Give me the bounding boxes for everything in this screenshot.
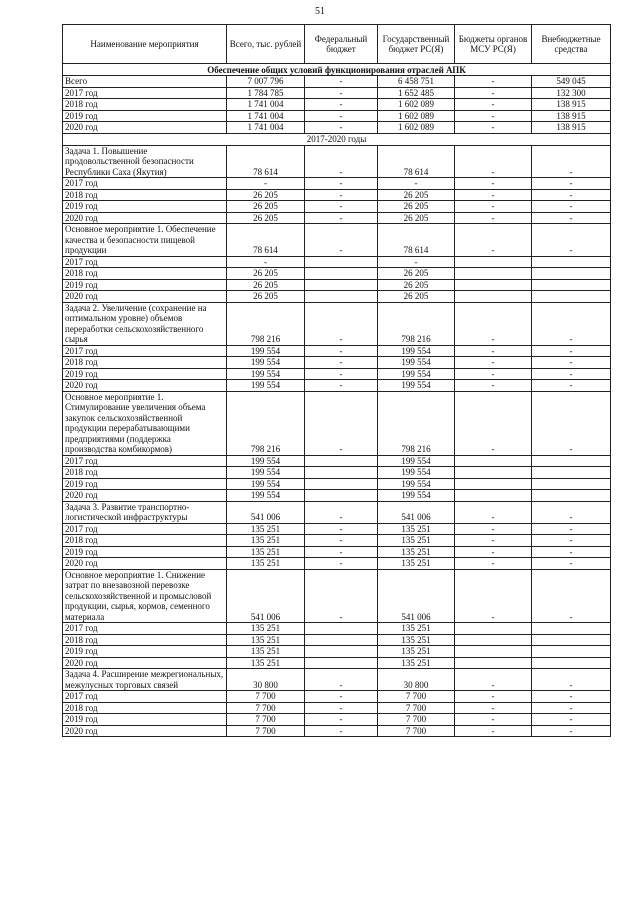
total-cell: - [227,178,305,190]
year-row [63,646,611,658]
federal-cell: - [305,501,378,523]
name-cell: 2019 год [63,714,227,726]
total-cell: 26 205 [227,279,305,291]
extrabudget-cell [532,455,611,467]
state-cell: - [378,178,455,190]
extrabudget-cell: - [532,546,611,558]
header-total: Всего, тыс. рублей [227,25,305,64]
total-cell: 7 700 [227,714,305,726]
year-row [63,702,611,714]
municipal-cell: - [455,702,532,714]
municipal-cell: - [455,110,532,122]
municipal-cell [455,646,532,658]
year-row [63,455,611,467]
municipal-cell: - [455,345,532,357]
extrabudget-cell: - [532,302,611,345]
summary-row [63,76,611,88]
total-cell: 26 205 [227,212,305,224]
total-cell: 7 700 [227,702,305,714]
name-cell: 2018 год [63,702,227,714]
municipal-cell: - [455,558,532,570]
total-cell: 78 614 [227,224,305,257]
name-cell: 2019 год [63,546,227,558]
federal-cell: - [305,569,378,623]
year-row [63,657,611,669]
municipal-cell: - [455,368,532,380]
total-cell: 135 251 [227,535,305,547]
summary-row [63,87,611,99]
name-cell: 2018 год [63,99,227,111]
state-cell: 199 554 [378,380,455,392]
extrabudget-cell: - [532,669,611,691]
municipal-cell [455,291,532,303]
state-cell: 135 251 [378,623,455,635]
municipal-cell: - [455,391,532,455]
year-row [63,546,611,558]
name-cell: 2017 год [63,178,227,190]
state-cell: 541 006 [378,569,455,623]
name-cell: Задача 1. Повышение продовольственной безопасности Республики Саха (Якутия) [63,145,227,178]
group-heading-row [63,669,611,691]
state-cell: 199 554 [378,490,455,502]
municipal-cell: - [455,535,532,547]
municipal-cell [455,467,532,479]
group-heading-row [63,145,611,178]
state-cell: 135 251 [378,634,455,646]
municipal-cell: - [455,87,532,99]
group-heading-row [63,569,611,623]
state-cell: 541 006 [378,501,455,523]
extrabudget-cell [532,623,611,635]
total-cell: 26 205 [227,268,305,280]
federal-cell: - [305,691,378,703]
extrabudget-cell: - [532,501,611,523]
total-cell: 135 251 [227,646,305,658]
extrabudget-cell [532,657,611,669]
extrabudget-cell: - [532,345,611,357]
state-cell: 135 251 [378,546,455,558]
extrabudget-cell [532,256,611,268]
federal-cell: - [305,76,378,88]
extrabudget-cell: - [532,189,611,201]
federal-cell: - [305,725,378,737]
year-row [63,291,611,303]
municipal-cell: - [455,691,532,703]
state-cell: 7 700 [378,702,455,714]
name-cell: 2019 год [63,279,227,291]
name-cell: 2018 год [63,357,227,369]
state-cell: - [378,256,455,268]
state-cell: 6 458 751 [378,76,455,88]
federal-cell [305,291,378,303]
total-cell: 199 554 [227,467,305,479]
year-row [63,357,611,369]
year-row [63,634,611,646]
state-cell: 199 554 [378,357,455,369]
group-heading-row [63,391,611,455]
section-title-row [63,64,611,76]
total-cell: 798 216 [227,391,305,455]
federal-cell: - [305,535,378,547]
header-name: Наименование мероприятия [63,25,227,64]
extrabudget-cell [532,268,611,280]
header-federal: Федеральный бюджет [305,25,378,64]
federal-cell: - [305,178,378,190]
header-extrabudget: Внебюджетные средства [532,25,611,64]
page-number: 51 [315,6,325,17]
total-cell: 26 205 [227,201,305,213]
municipal-cell: - [455,546,532,558]
state-cell: 7 700 [378,714,455,726]
municipal-cell [455,256,532,268]
municipal-cell: - [455,569,532,623]
federal-cell: - [305,669,378,691]
name-cell: 2019 год [63,201,227,213]
state-cell: 26 205 [378,268,455,280]
extrabudget-cell: - [532,535,611,547]
municipal-cell [455,478,532,490]
year-row [63,535,611,547]
extrabudget-cell: - [532,178,611,190]
total-cell: 199 554 [227,490,305,502]
extrabudget-cell: 138 915 [532,110,611,122]
municipal-cell [455,279,532,291]
year-row [63,256,611,268]
total-cell: 541 006 [227,501,305,523]
name-cell: 2020 год [63,725,227,737]
municipal-cell: - [455,725,532,737]
table-header [63,25,611,64]
group-heading-row [63,302,611,345]
state-cell: 135 251 [378,646,455,658]
name-cell: Основное мероприятие 1. Стимулирование увеличения объема закупок сельскохозяйственной продукции перерабатывающими предприятиями (поддержка производства комбикормов) [63,391,227,455]
state-cell: 26 205 [378,189,455,201]
state-cell: 78 614 [378,145,455,178]
municipal-cell: - [455,224,532,257]
state-cell: 1 602 089 [378,122,455,134]
table-body [63,64,611,737]
year-row [63,714,611,726]
total-cell: 199 554 [227,478,305,490]
name-cell: 2019 год [63,368,227,380]
state-cell: 30 800 [378,669,455,691]
total-cell: 1 741 004 [227,110,305,122]
name-cell: 2020 год [63,291,227,303]
total-cell: - [227,256,305,268]
extrabudget-cell: - [532,212,611,224]
name-cell: Задача 3. Развитие транспортно-логистической инфраструктуры [63,501,227,523]
year-row [63,691,611,703]
federal-cell: - [305,302,378,345]
extrabudget-cell: - [532,380,611,392]
header-municipal: Бюджеты органов МСУ РС(Я) [455,25,532,64]
year-row [63,380,611,392]
name-cell: 2017 год [63,87,227,99]
municipal-cell: - [455,212,532,224]
name-cell: 2018 год [63,634,227,646]
year-row [63,212,611,224]
municipal-cell: - [455,145,532,178]
year-row [63,478,611,490]
name-cell: 2017 год [63,256,227,268]
municipal-cell: - [455,523,532,535]
name-cell: 2018 год [63,189,227,201]
municipal-cell [455,623,532,635]
year-row [63,523,611,535]
year-row [63,345,611,357]
state-cell: 798 216 [378,391,455,455]
federal-cell: - [305,212,378,224]
federal-cell: - [305,391,378,455]
extrabudget-cell: 138 915 [532,99,611,111]
municipal-cell [455,490,532,502]
summary-row [63,110,611,122]
federal-cell: - [305,189,378,201]
group-heading-row [63,501,611,523]
state-cell: 199 554 [378,467,455,479]
extrabudget-cell: 138 915 [532,122,611,134]
extrabudget-cell: - [532,391,611,455]
federal-cell [305,646,378,658]
name-cell: 2019 год [63,478,227,490]
total-cell: 199 554 [227,368,305,380]
total-cell: 1 741 004 [227,122,305,134]
name-cell: 2017 год [63,523,227,535]
extrabudget-cell: - [532,702,611,714]
federal-cell [305,623,378,635]
federal-cell [305,279,378,291]
total-cell: 7 700 [227,691,305,703]
summary-row [63,99,611,111]
name-cell: 2018 год [63,535,227,547]
municipal-cell: - [455,99,532,111]
municipal-cell [455,657,532,669]
section-title-row-cell: Обеспечение общих условий функционирования отраслей АПК [63,64,611,76]
total-cell: 135 251 [227,523,305,535]
total-cell: 26 205 [227,291,305,303]
federal-cell [305,455,378,467]
year-row [63,279,611,291]
state-cell: 26 205 [378,201,455,213]
period-title-row-cell: 2017-2020 годы [63,133,611,145]
name-cell: 2020 год [63,122,227,134]
extrabudget-cell: - [532,523,611,535]
state-cell: 1 602 089 [378,99,455,111]
state-cell: 7 700 [378,725,455,737]
federal-cell: - [305,110,378,122]
municipal-cell: - [455,122,532,134]
federal-cell: - [305,368,378,380]
federal-cell: - [305,523,378,535]
state-cell: 199 554 [378,455,455,467]
federal-cell: - [305,145,378,178]
federal-cell: - [305,380,378,392]
name-cell: Задача 2. Увеличение (сохранение на оптимальном уровне) объемов переработки сельскохозяйственного сырья [63,302,227,345]
state-cell: 135 251 [378,523,455,535]
municipal-cell: - [455,714,532,726]
total-cell: 7 007 796 [227,76,305,88]
year-row [63,558,611,570]
year-row [63,725,611,737]
state-cell: 7 700 [378,691,455,703]
year-row [63,178,611,190]
municipal-cell [455,268,532,280]
state-cell: 798 216 [378,302,455,345]
name-cell: Основное мероприятие 1. Снижение затрат по внезавозной перевозке сельскохозяйственной и промысловой продукции, сырья, кормов, семенного материала [63,569,227,623]
total-cell: 199 554 [227,455,305,467]
federal-cell [305,490,378,502]
name-cell: Всего [63,76,227,88]
federal-cell: - [305,122,378,134]
extrabudget-cell: - [532,224,611,257]
state-cell: 199 554 [378,345,455,357]
extrabudget-cell: 549 045 [532,76,611,88]
extrabudget-cell: - [532,569,611,623]
state-cell: 78 614 [378,224,455,257]
year-row [63,189,611,201]
municipal-cell [455,634,532,646]
budget-table [62,24,611,737]
name-cell: 2018 год [63,467,227,479]
state-cell: 1 602 089 [378,110,455,122]
total-cell: 135 251 [227,558,305,570]
total-cell: 1 784 785 [227,87,305,99]
extrabudget-cell: - [532,368,611,380]
federal-cell [305,478,378,490]
extrabudget-cell: - [532,725,611,737]
name-cell: 2017 год [63,623,227,635]
year-row [63,490,611,502]
extrabudget-cell [532,490,611,502]
extrabudget-cell: - [532,714,611,726]
year-row [63,467,611,479]
state-cell: 26 205 [378,212,455,224]
name-cell: 2019 год [63,110,227,122]
federal-cell: - [305,87,378,99]
federal-cell: - [305,558,378,570]
name-cell: 2020 год [63,558,227,570]
state-cell: 26 205 [378,279,455,291]
federal-cell: - [305,357,378,369]
federal-cell [305,268,378,280]
federal-cell: - [305,224,378,257]
extrabudget-cell: - [532,357,611,369]
name-cell: 2017 год [63,691,227,703]
state-cell: 1 652 485 [378,87,455,99]
total-cell: 135 251 [227,546,305,558]
extrabudget-cell [532,646,611,658]
federal-cell: - [305,702,378,714]
state-cell: 26 205 [378,291,455,303]
municipal-cell [455,455,532,467]
total-cell: 26 205 [227,189,305,201]
total-cell: 7 700 [227,725,305,737]
period-title-row [63,133,611,145]
total-cell: 30 800 [227,669,305,691]
extrabudget-cell: - [532,201,611,213]
name-cell: 2020 год [63,657,227,669]
year-row [63,201,611,213]
summary-row [63,122,611,134]
federal-cell: - [305,345,378,357]
header-state: Государственный бюджет РС(Я) [378,25,455,64]
total-cell: 78 614 [227,145,305,178]
name-cell: 2019 год [63,646,227,658]
municipal-cell: - [455,501,532,523]
federal-cell: - [305,201,378,213]
name-cell: Задача 4. Расширение межрегиональных, межулусных торговых связей [63,669,227,691]
extrabudget-cell: - [532,558,611,570]
extrabudget-cell [532,279,611,291]
year-row [63,623,611,635]
federal-cell [305,467,378,479]
name-cell: 2020 год [63,490,227,502]
total-cell: 1 741 004 [227,99,305,111]
municipal-cell: - [455,189,532,201]
group-heading-row [63,224,611,257]
total-cell: 541 006 [227,569,305,623]
total-cell: 135 251 [227,657,305,669]
municipal-cell: - [455,201,532,213]
total-cell: 135 251 [227,634,305,646]
year-row [63,368,611,380]
name-cell: Основное мероприятие 1. Обеспечение качества и безопасности пищевой продукции [63,224,227,257]
federal-cell: - [305,546,378,558]
federal-cell [305,634,378,646]
total-cell: 199 554 [227,357,305,369]
federal-cell [305,256,378,268]
name-cell: 2020 год [63,380,227,392]
total-cell: 798 216 [227,302,305,345]
municipal-cell: - [455,302,532,345]
state-cell: 135 251 [378,558,455,570]
extrabudget-cell [532,478,611,490]
extrabudget-cell: 132 300 [532,87,611,99]
name-cell: 2017 год [63,455,227,467]
name-cell: 2018 год [63,268,227,280]
state-cell: 135 251 [378,535,455,547]
federal-cell: - [305,99,378,111]
municipal-cell: - [455,357,532,369]
name-cell: 2020 год [63,212,227,224]
extrabudget-cell: - [532,145,611,178]
state-cell: 199 554 [378,368,455,380]
extrabudget-cell: - [532,691,611,703]
municipal-cell: - [455,669,532,691]
extrabudget-cell [532,291,611,303]
municipal-cell: - [455,76,532,88]
state-cell: 199 554 [378,478,455,490]
extrabudget-cell [532,467,611,479]
year-row [63,268,611,280]
extrabudget-cell [532,634,611,646]
municipal-cell: - [455,380,532,392]
total-cell: 135 251 [227,623,305,635]
federal-cell [305,657,378,669]
municipal-cell: - [455,178,532,190]
federal-cell: - [305,714,378,726]
total-cell: 199 554 [227,345,305,357]
name-cell: 2017 год [63,345,227,357]
total-cell: 199 554 [227,380,305,392]
state-cell: 135 251 [378,657,455,669]
